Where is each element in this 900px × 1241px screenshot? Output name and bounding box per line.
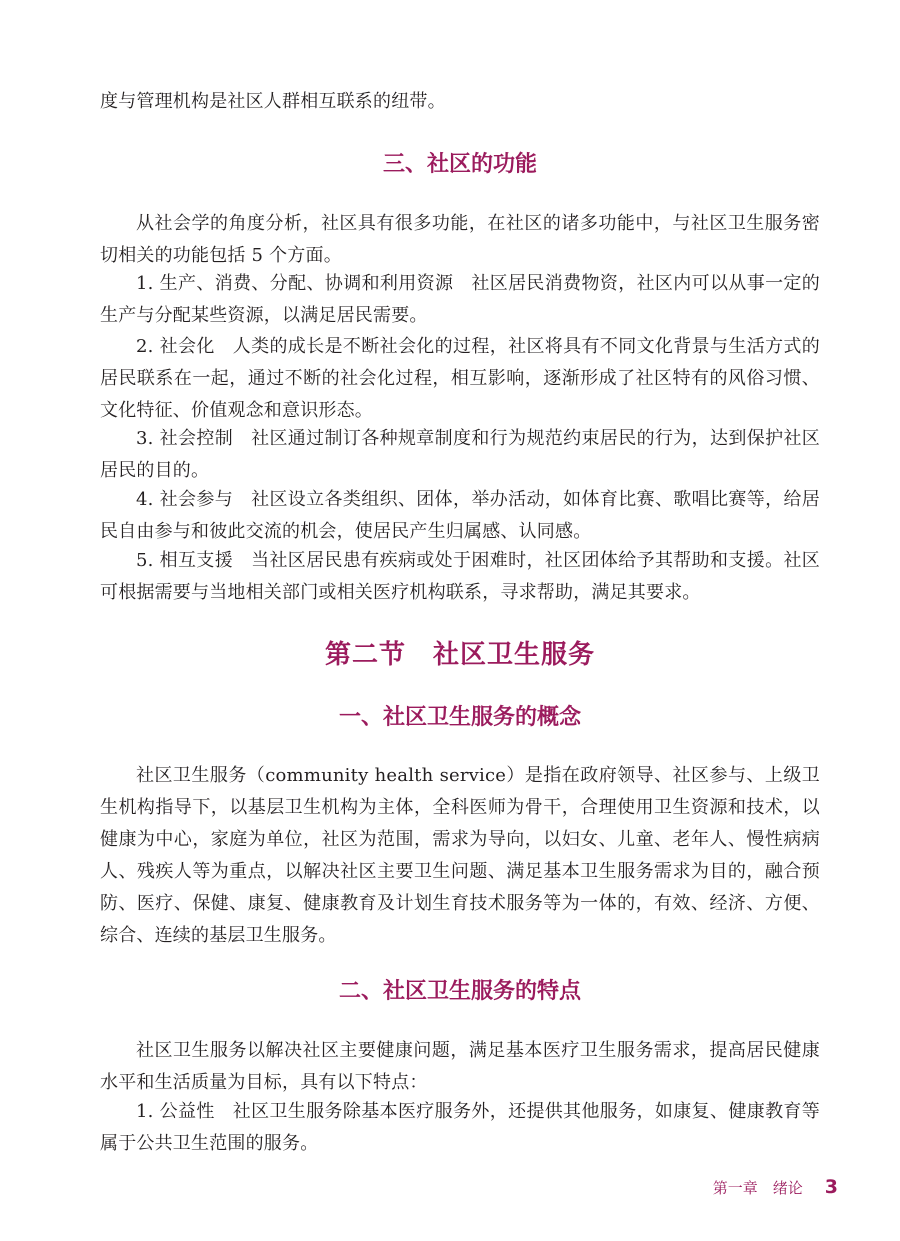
feature-item-1-head: 1. 公益性 [136,1101,215,1122]
function-item-5-text: 当社区居民患有疾病或处于困难时，社区团体给予其帮助和支援。社区可根据需要与当地相关部门或相关医疗机构联系，寻求帮助，满足其要求。 [100,550,821,603]
concept-paragraph: 社区卫生服务（community health service）是指在政府领导、社区参与、上级卫生机构指导下，以基层卫生机构为主体，全科医师为骨干，合理使用卫生资源和技术，以健康为中心，家庭为单位，社区为范围，需求为导向，以妇女、儿童、老年人、慢性病病人、残疾人等为重点，以解决社区主要卫生问题、满足基本卫生服务需求为目的，融合预防、医疗、保健、康复、健康教育及计划生育技术服务等为一体的，有效、经济、方便、综合、连续的基层卫生服务。 [100,765,820,946]
function-item-3-text: 社区通过制订各种规章制度和行为规范约束居民的行为，达到保护社区居民的目的。 [100,428,821,481]
page-footer [713,1176,838,1198]
function-item-1-head: 1. 生产、消费、分配、协调和利用资源 [136,273,454,294]
chapter-section-title: 第二节 社区卫生服务 [324,640,595,670]
feature-item-1-text: 社区卫生服务除基本医疗服务外，还提供其他服务，如康复、健康教育等属于公共卫生范围的服务。 [100,1101,820,1154]
function-item-2-head: 2. 社会化 [136,336,215,357]
function-item-5 [100,545,820,609]
function-item-2-text: 人类的成长是不断社会化的过程，社区将具有不同文化背景与生活方式的居民联系在一起，通过不断的社会化过程，相互影响，逐渐形成了社区特有的风俗习惯、文化特征、价值观念和意识形态。 [100,336,820,421]
running-footer-chapter: 第一章 绪论 [712,1179,803,1197]
function-item-1-text: 社区居民消费物资，社区内可以从事一定的生产与分配某些资源，以满足居民需要。 [100,273,820,326]
subsection-heading-features: 二、社区卫生服务的特点 [338,979,581,1004]
section-heading-functions: 三、社区的功能 [382,152,537,177]
function-item-3-head: 3. 社会控制 [136,428,234,449]
continuation-paragraph: 度与管理机构是社区人群相互联系的纽带。 [100,91,446,112]
function-item-4-head: 4. 社会参与 [136,489,234,510]
function-item-1 [100,268,820,332]
feature-item-1 [100,1096,820,1160]
subsection-heading-concept: 一、社区卫生服务的概念 [338,705,581,730]
function-item-5-head: 5. 相互支援 [136,550,234,571]
page-number: 3 [824,1176,838,1198]
functions-intro-paragraph: 从社会学的角度分析，社区具有很多功能，在社区的诸多功能中，与社区卫生服务密切相关的功能包括 5 个方面。 [100,213,820,266]
features-intro-paragraph: 社区卫生服务以解决社区主要健康问题，满足基本医疗卫生服务需求，提高居民健康水平和生活质量为目标，具有以下特点： [100,1040,820,1093]
function-item-2 [100,331,820,427]
function-item-3 [100,423,820,487]
function-item-4-text: 社区设立各类组织、团体，举办活动，如体育比赛、歌唱比赛等，给居民自由参与和彼此交流的机会，使居民产生归属感、认同感。 [100,489,821,542]
function-item-4 [100,484,820,548]
